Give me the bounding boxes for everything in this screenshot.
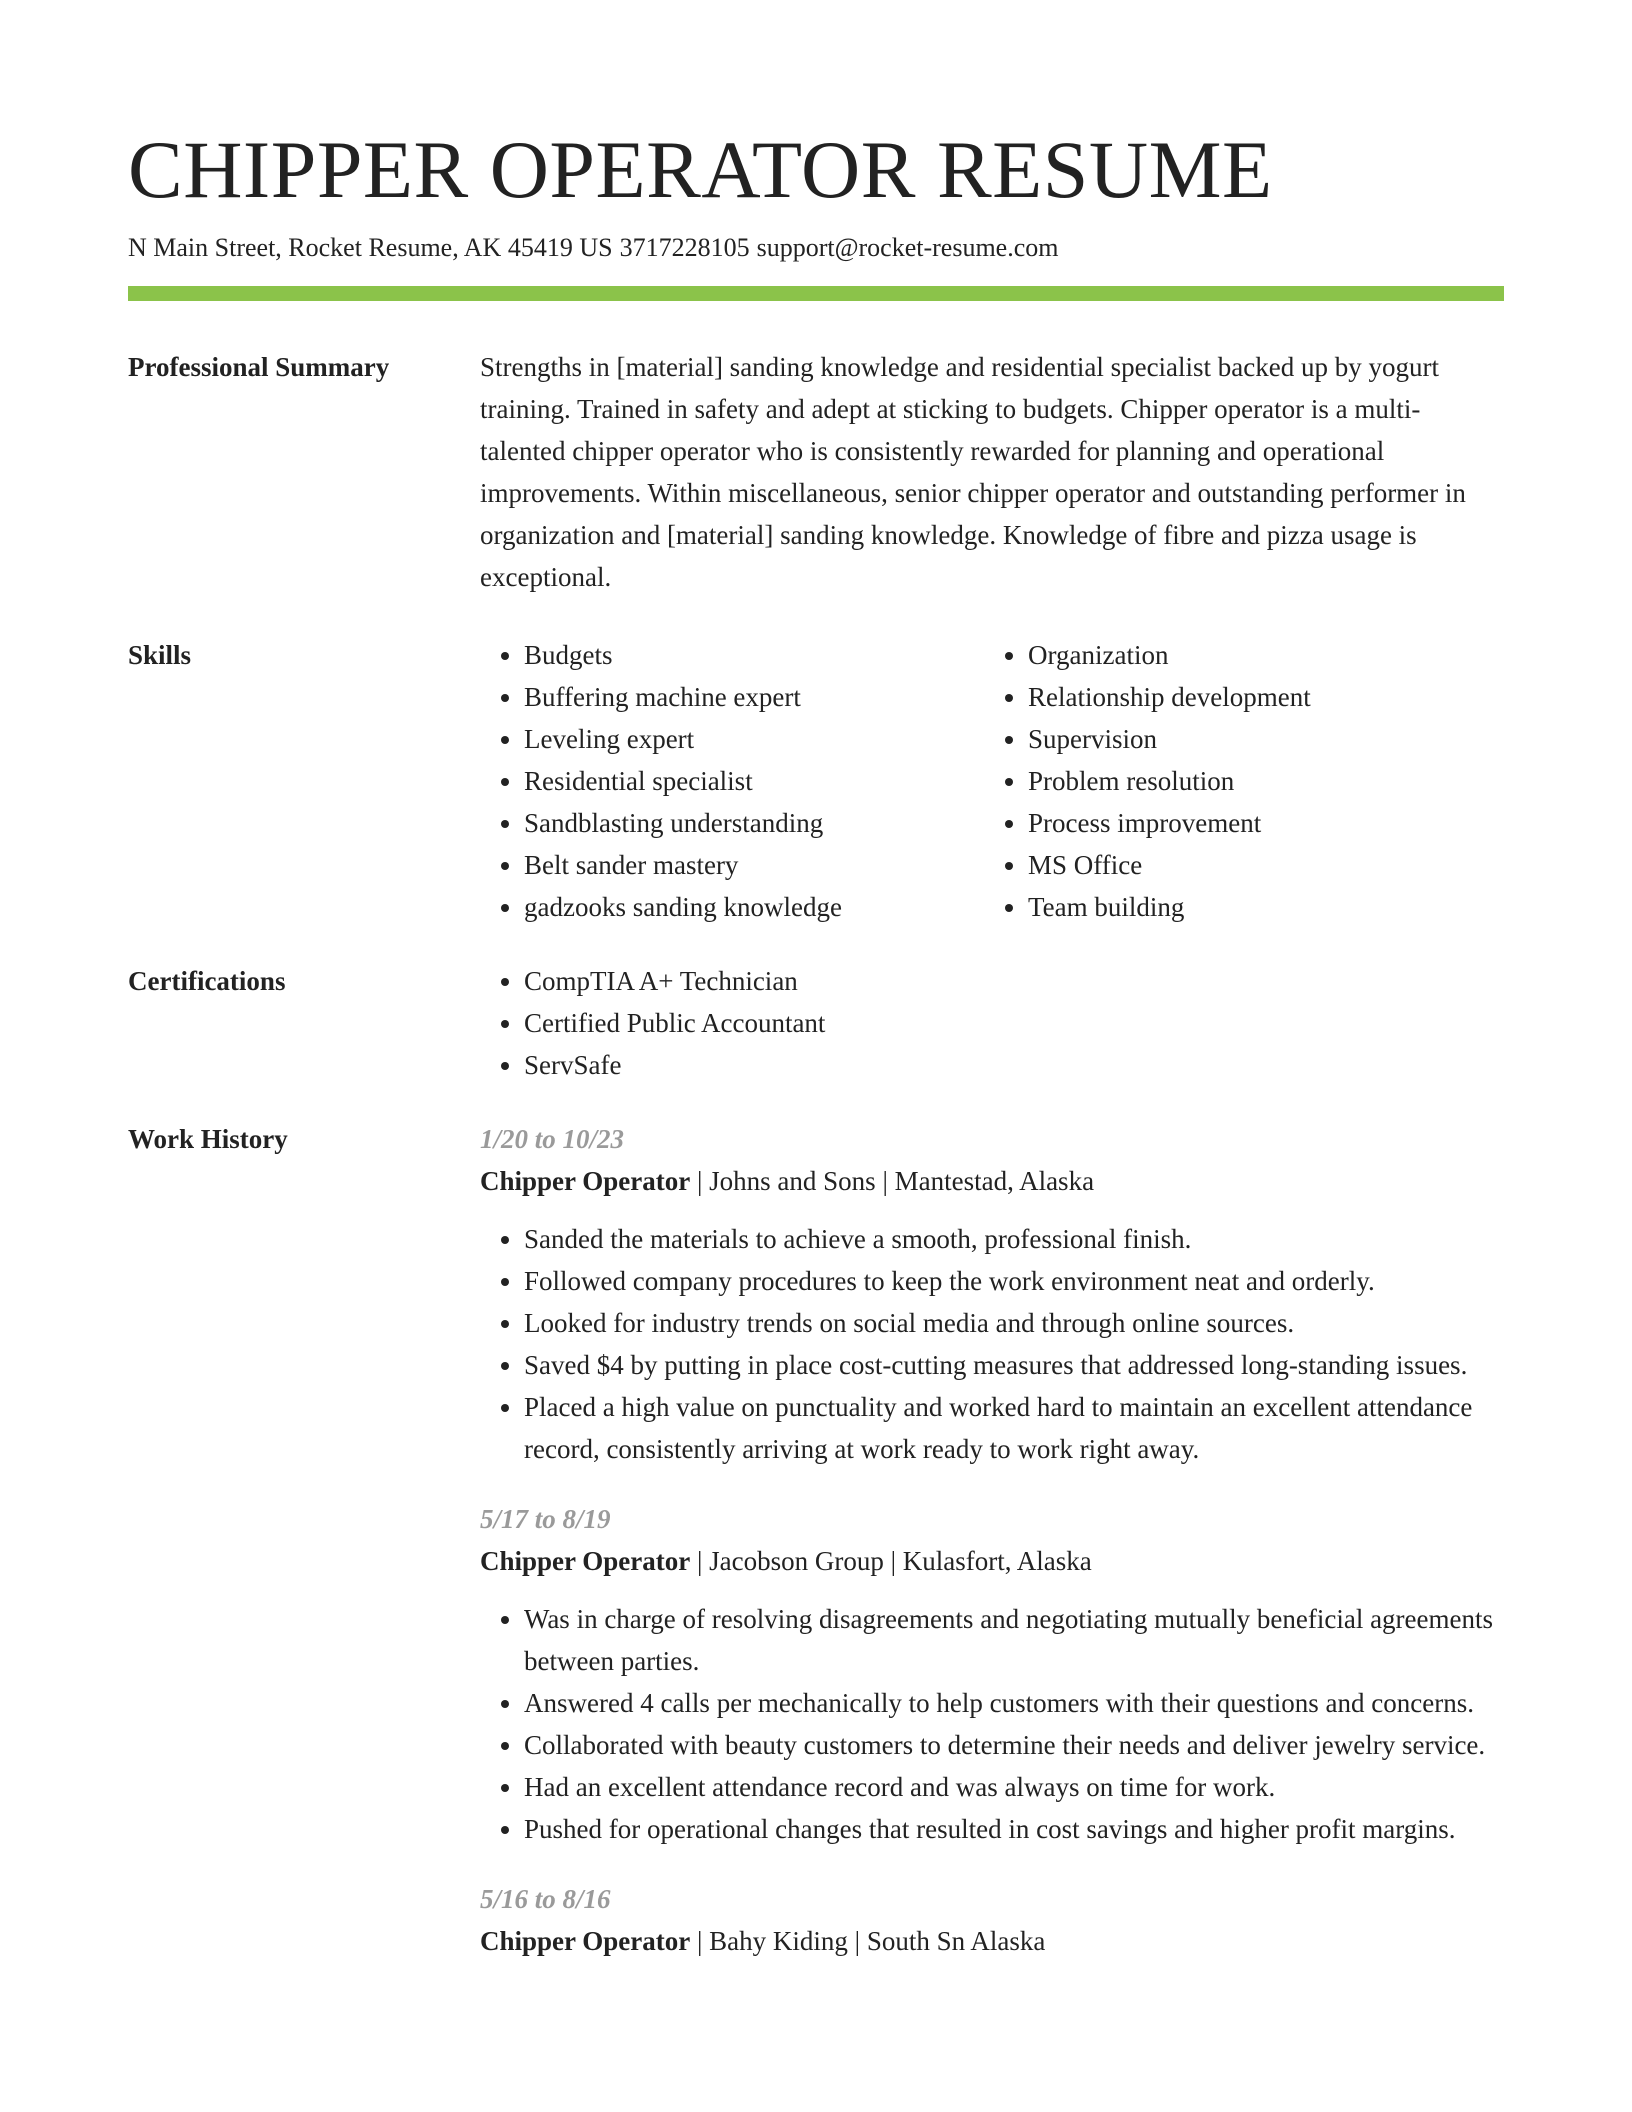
- skills-column-left: [480, 634, 984, 928]
- job-dates: 1/20 to 10/23: [480, 1124, 625, 1154]
- certification-item: • CompTIA A+ Technician: [524, 960, 1504, 1002]
- job-entry: [480, 1118, 1504, 1470]
- contact-phone: 3717228105: [619, 233, 750, 262]
- contact-line: [128, 230, 1059, 266]
- job-separator: |: [697, 1926, 703, 1956]
- skill-item: • Residential specialist: [524, 760, 984, 802]
- skill-item: • Organization: [1028, 634, 1488, 676]
- skills-list-left: [480, 634, 984, 928]
- job-title: Chipper Operator: [480, 1546, 691, 1576]
- work-history-heading: Work History: [128, 1124, 288, 1154]
- contact-address: N Main Street, Rocket Resume, AK 45419 US: [128, 233, 613, 262]
- job-dates: 5/16 to 8/16: [480, 1884, 611, 1914]
- skills-list-right: [984, 634, 1488, 928]
- skill-item: • Relationship development: [1028, 676, 1488, 718]
- skill-item: • Team building: [1028, 886, 1488, 928]
- job-bullet: • Placed a high value on punctuality and worked hard to maintain an excellent attendance record, consistently arriving at work ready to work right away.: [524, 1386, 1504, 1470]
- job-dates: 5/17 to 8/19: [480, 1504, 611, 1534]
- skill-item: • Buffering machine expert: [524, 676, 984, 718]
- job-title: Chipper Operator: [480, 1926, 691, 1956]
- certification-item: • ServSafe: [524, 1044, 1504, 1086]
- job-entry: [480, 1878, 1504, 1962]
- skill-item: • Problem resolution: [1028, 760, 1488, 802]
- skill-item: • Supervision: [1028, 718, 1488, 760]
- certifications-list: [480, 960, 1504, 1086]
- certification-item: • Certified Public Accountant: [524, 1002, 1504, 1044]
- job-separator: |: [697, 1166, 703, 1196]
- job-bullet: • Answered 4 calls per mechanically to help customers with their questions and concerns.: [524, 1682, 1504, 1724]
- job-bullet: • Was in charge of resolving disagreements and negotiating mutually beneficial agreements between parties.: [524, 1598, 1504, 1682]
- certifications-body: [480, 960, 1504, 1086]
- job-company: Bahy Kiding: [709, 1926, 848, 1956]
- skill-item: • Sandblasting understanding: [524, 802, 984, 844]
- job-location: South Sn Alaska: [866, 1926, 1046, 1956]
- skill-item: • Budgets: [524, 634, 984, 676]
- resume-title: CHIPPER OPERATOR RESUME: [128, 124, 1273, 215]
- job-company: Jacobson Group: [709, 1546, 884, 1576]
- skills-column-right: [984, 634, 1488, 928]
- skill-item: • gadzooks sanding knowledge: [524, 886, 984, 928]
- skills-body: [480, 634, 1504, 928]
- summary-text: Strengths in [material] sanding knowledge and residential specialist backed up by yogurt training. Trained in safety and adept at sticking to budgets. Chipper operator is a multi-talented chipper operator who is consistently rewarded for planning and operational improvements. Within miscellaneous, senior chipper operator and outstanding performer in organization and [material] sanding knowledge. Knowledge of fibre and pizza usage is exceptional.: [480, 352, 1466, 592]
- skill-item: • Leveling expert: [524, 718, 984, 760]
- header-divider: [128, 286, 1504, 301]
- skill-item: • Belt sander mastery: [524, 844, 984, 886]
- job-bullet: • Saved $4 by putting in place cost-cutting measures that addressed long-standing issues.: [524, 1344, 1504, 1386]
- job-entry: [480, 1498, 1504, 1850]
- job-separator: |: [854, 1926, 861, 1956]
- job-bullets: [480, 1218, 1504, 1470]
- job-separator: |: [697, 1546, 703, 1576]
- work-history-body: [480, 1118, 1504, 1990]
- job-bullet: • Collaborated with beauty customers to determine their needs and deliver jewelry service.: [524, 1724, 1504, 1766]
- job-heading: [480, 1920, 1504, 1962]
- job-location: Mantestad, Alaska: [894, 1166, 1095, 1196]
- job-separator: |: [890, 1546, 897, 1576]
- certifications-heading: Certifications: [128, 966, 286, 996]
- job-bullet: • Looked for industry trends on social media and through online sources.: [524, 1302, 1504, 1344]
- contact-email: support@rocket-resume.com: [756, 233, 1059, 262]
- skills-heading: Skills: [128, 640, 192, 670]
- job-heading: [480, 1160, 1504, 1202]
- job-bullet: • Had an excellent attendance record and was always on time for work.: [524, 1766, 1504, 1808]
- job-location: Kulasfort, Alaska: [902, 1546, 1092, 1576]
- job-bullet: • Sanded the materials to achieve a smooth, professional finish.: [524, 1218, 1504, 1260]
- summary-body: [480, 346, 1504, 598]
- job-company: Johns and Sons: [709, 1166, 876, 1196]
- skill-item: • MS Office: [1028, 844, 1488, 886]
- job-heading: [480, 1540, 1504, 1582]
- job-bullets: [480, 1598, 1504, 1850]
- job-title: Chipper Operator: [480, 1166, 691, 1196]
- job-separator: |: [882, 1166, 888, 1196]
- summary-heading: Professional Summary: [128, 352, 390, 382]
- skill-item: • Process improvement: [1028, 802, 1488, 844]
- job-bullet: • Followed company procedures to keep the work environment neat and orderly.: [524, 1260, 1504, 1302]
- skills-columns: [480, 634, 1504, 928]
- job-bullet: • Pushed for operational changes that resulted in cost savings and higher profit margins.: [524, 1808, 1504, 1850]
